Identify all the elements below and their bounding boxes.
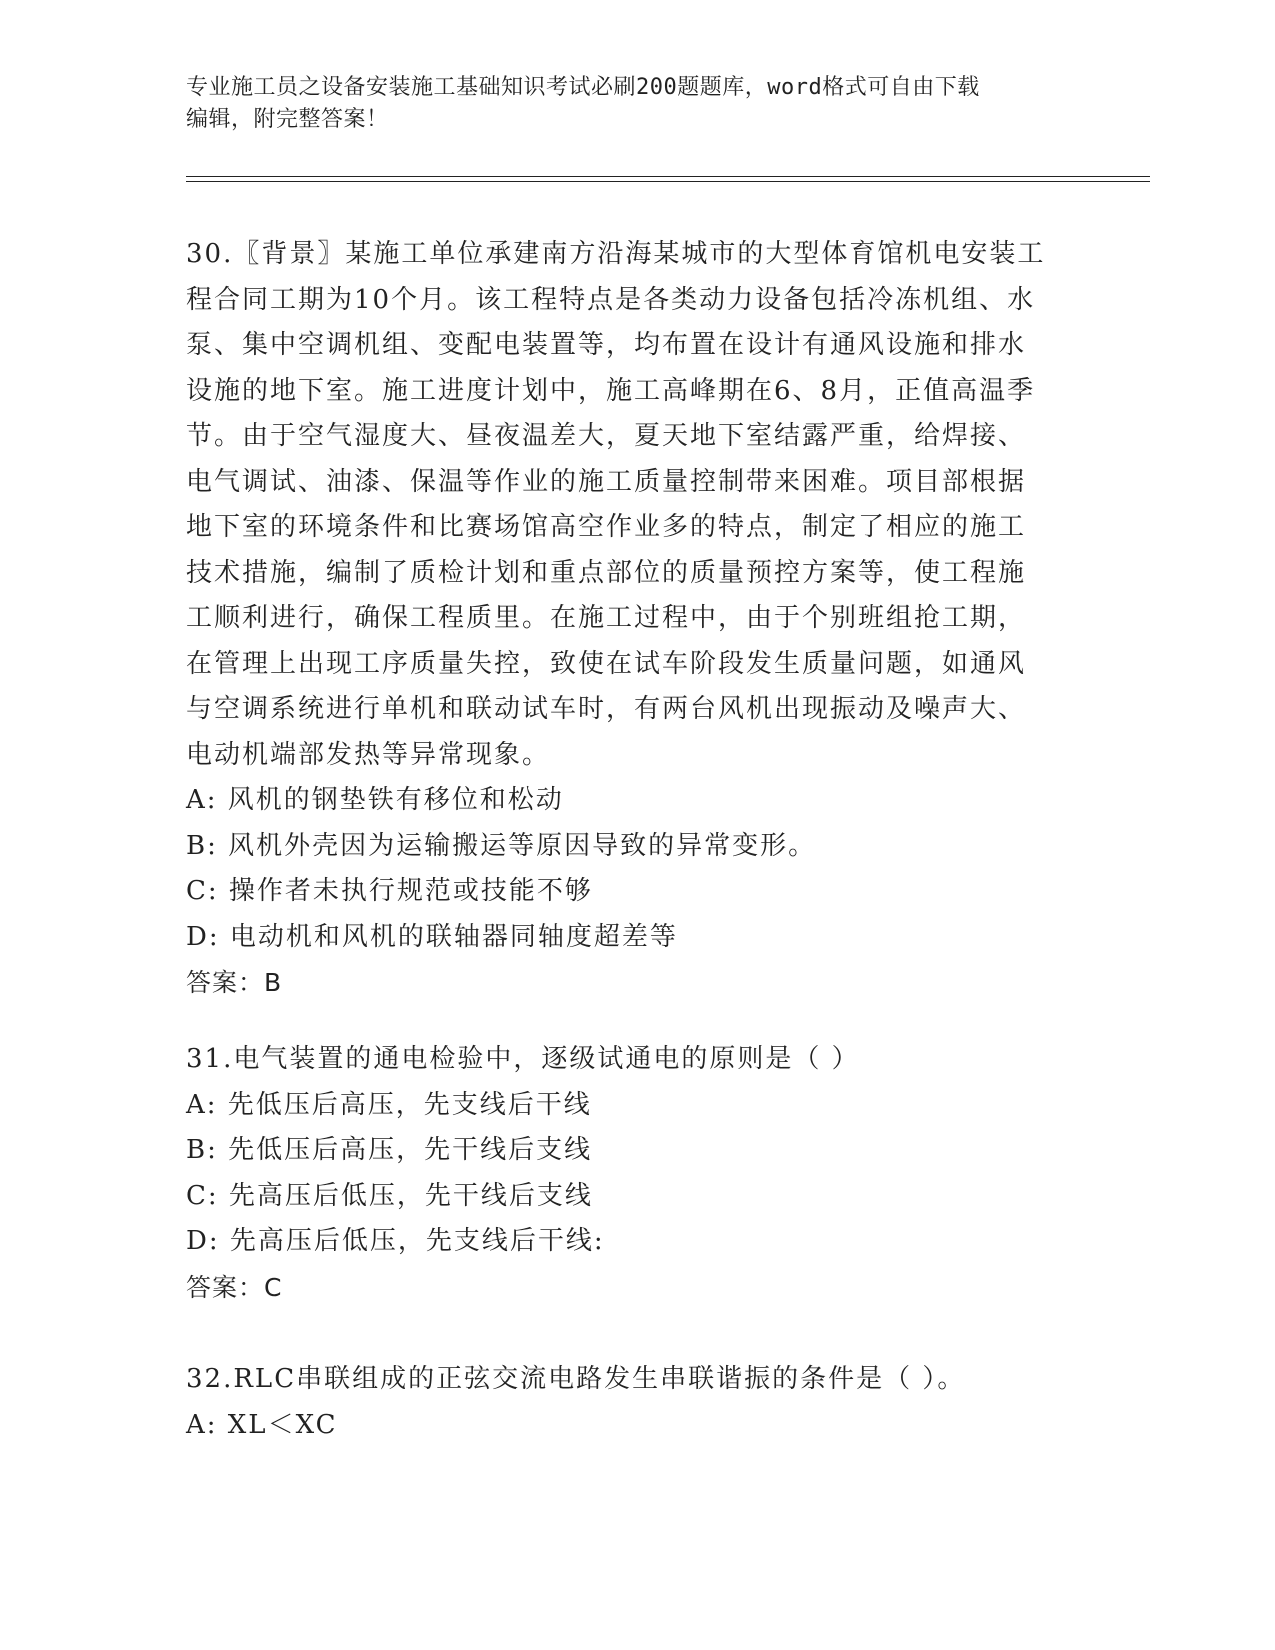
question-stem-line: 30.〖背景〗某施工单位承建南方沿海某城市的大型体育馆机电安装工 (186, 239, 1046, 269)
option-a: A: 先低压后高压，先支线后干线 (186, 1089, 592, 1120)
option-d: D: 电动机和风机的联轴器同轴度超差等 (186, 921, 678, 952)
question-stem-line: 与空调系统进行单机和联动试车时，有两台风机出现振动及噪声大、 (186, 694, 1027, 724)
header-line-1: 专业施工员之设备安装施工基础知识考试必刷200题题库，word格式可自由下载 (186, 75, 980, 100)
question-stem-line: 工顺利进行，确保工程质里。在施工过程中，由于个别班组抢工期， (186, 603, 1027, 633)
document-header (186, 72, 1086, 136)
option-b: B: 风机外壳因为运输搬运等原因导致的异常变形。 (186, 830, 817, 861)
answer-line: 答案：C (186, 1272, 283, 1302)
question-31 (186, 1037, 1086, 1310)
question-stem-line: 电气调试、油漆、保温等作业的施工质量控制带来困难。项目部根据 (186, 466, 1027, 497)
answer-line: 答案：B (186, 968, 283, 997)
question-stem-line: 节。由于空气湿度大、昼夜温差大，夏天地下室结露严重，给焊接、 (186, 421, 1027, 451)
question-stem-line: 设施的地下室。施工进度计划中，施工高峰期在6、8月，正值高温季 (186, 375, 1036, 406)
question-30 (186, 232, 1086, 1006)
header-divider-top (186, 176, 1150, 177)
header-divider-bottom (186, 181, 1150, 182)
question-stem-line: 在管理上出现工序质量失控，致使在试车阶段发生质量问题，如通风 (186, 648, 1027, 679)
option-a: A: XL＜XC (186, 1409, 338, 1440)
question-stem-line: 程合同工期为10个月。该工程特点是各类动力设备包括冷冻机组、水 (186, 284, 1036, 315)
question-stem-line: 地下室的环境条件和比赛场馆高空作业多的特点，制定了相应的施工 (186, 512, 1027, 542)
question-stem-line: 电动机端部发热等异常现象。 (186, 739, 551, 770)
question-stem-line: 泵、集中空调机组、变配电装置等，均布置在设计有通风设施和排水 (186, 330, 1027, 360)
question-32 (186, 1357, 1086, 1448)
header-line-2: 编辑，附完整答案！ (186, 107, 389, 132)
question-stem-line: 31.电气装置的通电检验中，逐级试通电的原则是（ ） (186, 1044, 860, 1074)
question-stem-line: 技术措施，编制了质检计划和重点部位的质量预控方案等，使工程施 (186, 557, 1027, 588)
option-d: D: 先高压后低压，先支线后干线: (186, 1226, 605, 1256)
option-a: A: 风机的钢垫铁有移位和松动 (186, 785, 564, 815)
option-c: C: 操作者未执行规范或技能不够 (186, 876, 593, 906)
option-c: C: 先高压后低压，先干线后支线 (186, 1180, 593, 1211)
option-b: B: 先低压后高压，先干线后支线 (186, 1135, 593, 1165)
question-stem-line: 32.RLC串联组成的正弦交流电路发生串联谐振的条件是（ ）。 (186, 1364, 966, 1394)
